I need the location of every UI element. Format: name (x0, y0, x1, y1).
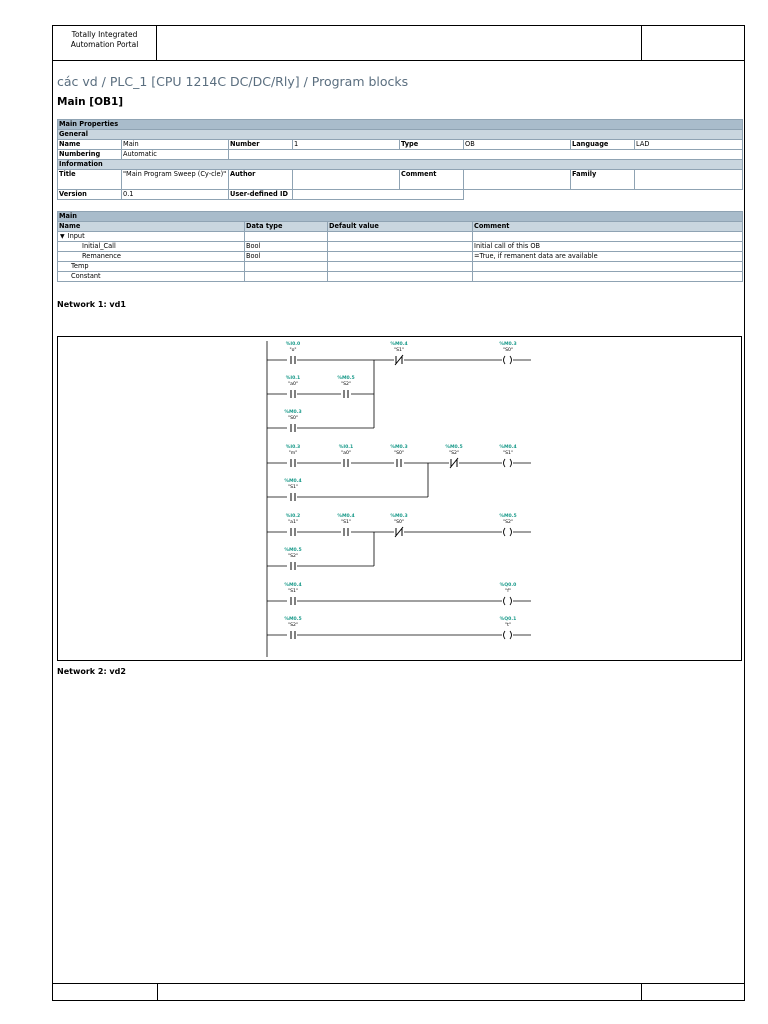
userid-label: User-defined ID (229, 190, 293, 200)
contact-no-symbol (344, 528, 348, 536)
version-spacer (464, 190, 743, 200)
product-name (53, 26, 157, 60)
operand-address: %M0.3 (390, 445, 408, 450)
table-row: Constant (58, 272, 743, 282)
contact-no-symbol (291, 424, 295, 432)
family-label: Family (571, 170, 635, 190)
operand-address: %M0.5 (284, 548, 302, 553)
contact-no-symbol (344, 390, 348, 398)
title-value: "Main Program Sweep (Cy-cle)" (122, 170, 229, 190)
operand-symbol: "a1" (288, 520, 298, 525)
col-comment-header: Comment (473, 222, 743, 232)
network-1-title: Network 1: vd1 (57, 300, 126, 309)
operand-address: %M0.3 (390, 514, 408, 519)
product-line-1: Totally Integrated (71, 30, 138, 39)
network-2-title: Network 2: vd2 (57, 667, 126, 676)
interface-table (57, 211, 743, 282)
numbering-spacer (229, 150, 743, 160)
operand-symbol: "S0" (287, 416, 299, 421)
operand-symbol: "S0" (393, 520, 405, 525)
coil-symbol (504, 528, 512, 536)
comment-value (464, 170, 571, 190)
language-label: Language (571, 140, 635, 150)
name-value: Main (122, 140, 229, 150)
operand-symbol: "t" (504, 623, 512, 628)
operand-symbol: "a0" (288, 382, 298, 387)
information-section: Information (58, 160, 743, 170)
numbering-label: Numbering (58, 150, 122, 160)
operand-address: %M0.4 (284, 479, 302, 484)
header-divider (641, 26, 642, 60)
contact-nc-symbol (395, 527, 403, 537)
family-value (635, 170, 743, 190)
table-row: ▼ Input (58, 232, 743, 242)
interface-section: Main (58, 212, 743, 222)
operand-symbol: "o" (289, 348, 297, 353)
col-name-header: Name (58, 222, 245, 232)
operand-address: %M0.5 (445, 445, 463, 450)
product-line-2: Automation Portal (70, 40, 139, 49)
general-section: General (58, 130, 743, 140)
contact-no-symbol (291, 459, 295, 467)
numbering-value: Automatic (122, 150, 229, 160)
operand-address: %I0.2 (285, 514, 301, 519)
operand-symbol: "a0" (341, 451, 351, 456)
page-footer (53, 983, 744, 1000)
operand-address: %M0.5 (499, 514, 517, 519)
contact-nc-symbol (450, 458, 458, 468)
col-datatype-header: Data type (245, 222, 328, 232)
operand-symbol: "S0" (393, 451, 405, 456)
operand-address: %M0.4 (337, 514, 355, 519)
operand-address: %I0.3 (285, 445, 301, 450)
table-row: Temp (58, 262, 743, 272)
operand-symbol: "S2" (287, 554, 299, 559)
operand-labels (284, 341, 516, 628)
language-value: LAD (635, 140, 743, 150)
coil-symbol (504, 597, 512, 605)
number-value: 1 (293, 140, 400, 150)
coils (504, 356, 512, 639)
col-default-header: Default value (328, 222, 473, 232)
type-label: Type (400, 140, 464, 150)
operand-address: %M0.3 (499, 342, 517, 347)
contact-no-symbol (291, 597, 295, 605)
operand-symbol: "S1" (287, 485, 299, 490)
contact-no-symbol (344, 459, 348, 467)
contact-no-symbol (291, 493, 295, 501)
operand-symbol: "S0" (502, 348, 514, 353)
contact-no-symbol (291, 356, 295, 364)
title-label: Title (58, 170, 122, 190)
operand-symbol: "f" (505, 589, 511, 594)
operand-symbol: "S1" (287, 589, 299, 594)
ladder-diagram (58, 337, 743, 662)
operand-symbol: "S2" (287, 623, 299, 628)
properties-section: Main Properties (58, 120, 743, 130)
comment-label: Comment (400, 170, 464, 190)
operand-address: %I0.1 (338, 445, 354, 450)
footer-divider-2 (641, 984, 642, 1000)
operand-address: %M0.3 (284, 410, 302, 415)
operand-symbol: "m" (288, 451, 298, 456)
network-1-ladder (57, 336, 742, 661)
operand-symbol: "S2" (448, 451, 460, 456)
operand-address: %M0.5 (284, 617, 302, 622)
operand-symbol: "S1" (502, 451, 514, 456)
operand-address: %M0.4 (284, 583, 302, 588)
version-value: 0.1 (122, 190, 229, 200)
operand-symbol: "S1" (340, 520, 352, 525)
coil-symbol (504, 356, 512, 364)
operand-symbol: "S1" (393, 348, 405, 353)
contact-nc-symbol (395, 355, 403, 365)
name-label: Name (58, 140, 122, 150)
operand-symbol: "S2" (502, 520, 514, 525)
operand-address: %Q0.1 (499, 617, 517, 622)
operand-address: %Q0.0 (499, 583, 517, 588)
footer-divider-1 (157, 984, 158, 1000)
operand-address: %M0.4 (499, 445, 517, 450)
expand-triangle-icon[interactable]: ▼ (60, 233, 65, 240)
author-label: Author (229, 170, 293, 190)
type-value: OB (464, 140, 571, 150)
operand-address: %M0.5 (337, 376, 355, 381)
block-title: Main [OB1] (57, 96, 124, 108)
page-title: các vd / PLC_1 [CPU 1214C DC/DC/Rly] / Program blocks (57, 74, 409, 89)
operand-address: %I0.1 (285, 376, 301, 381)
contact-no-symbol (291, 390, 295, 398)
properties-table (57, 119, 743, 200)
table-row: Initial_Call Bool Initial call of this OB (58, 242, 743, 252)
contact-no-symbol (291, 528, 295, 536)
coil-symbol (504, 631, 512, 639)
operand-address: %M0.4 (390, 342, 408, 347)
number-label: Number (229, 140, 293, 150)
userid-value (293, 190, 464, 200)
version-label: Version (58, 190, 122, 200)
contact-no-symbol (291, 562, 295, 570)
coil-symbol (504, 459, 512, 467)
contact-no-symbol (397, 459, 401, 467)
contact-no-symbol (291, 631, 295, 639)
table-row: Remanence Bool =True, if remanent data are available (58, 252, 743, 262)
operand-symbol: "S2" (340, 382, 352, 387)
page-header (53, 26, 744, 61)
author-value (293, 170, 400, 190)
operand-address: %I0.0 (285, 342, 301, 347)
